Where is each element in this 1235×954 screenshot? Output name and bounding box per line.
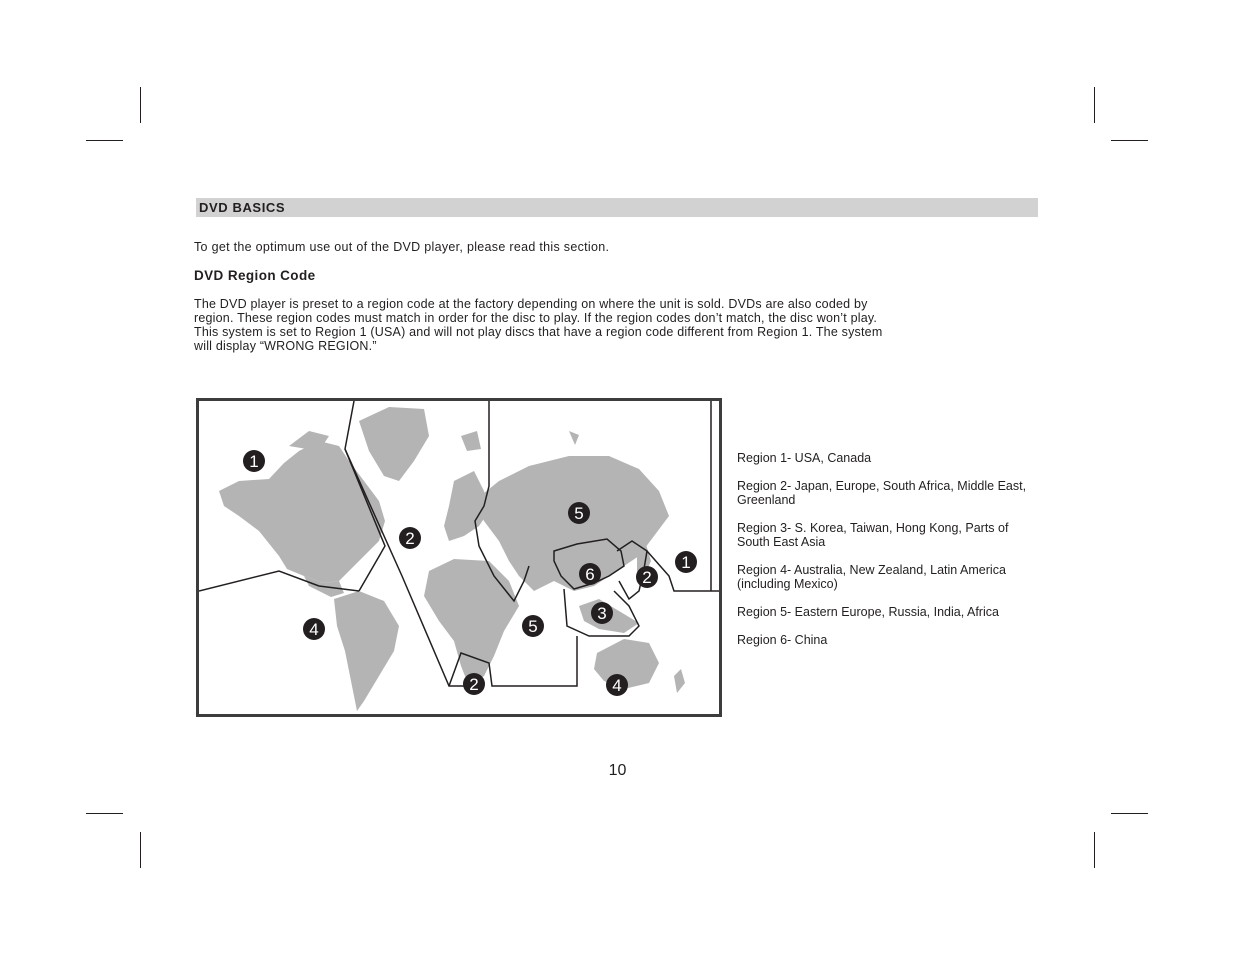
region-badge-5 [522, 615, 544, 637]
crop-mark-bottom-left-vertical [140, 832, 141, 868]
region-code-paragraph [194, 297, 934, 353]
legend-line: Region 6- China [737, 633, 828, 647]
badge-label: 1 [249, 452, 259, 471]
legend-item-region-4 [737, 563, 1037, 591]
world-map-graphic [199, 401, 719, 714]
region-code-heading: DVD Region Code [194, 268, 316, 283]
legend-line: Region 2- Japan, Europe, South Africa, Middle East, [737, 479, 1027, 493]
legend-line: Region 1- USA, Canada [737, 451, 872, 465]
region-map [196, 398, 722, 717]
section-header-bar [196, 198, 1038, 217]
continents [219, 407, 685, 711]
badge-label: 1 [681, 553, 691, 572]
region-badge-4 [303, 618, 325, 640]
legend-item-region-3 [737, 521, 1037, 549]
paragraph-line: This system is set to Region 1 (USA) and will not play discs that have a region code different from Region 1. The system [194, 325, 883, 339]
landmass-greenland [359, 407, 429, 481]
region-badge-1 [675, 551, 697, 573]
badge-label: 6 [585, 565, 595, 584]
badge-label: 3 [597, 604, 607, 623]
section-title: DVD BASICS [199, 200, 286, 215]
badge-label: 2 [469, 675, 479, 694]
badge-label: 4 [309, 620, 319, 639]
region-badge-5 [568, 502, 590, 524]
region-badge-4 [606, 674, 628, 696]
crop-mark-bottom-left-horizontal [86, 813, 123, 814]
legend-item-region-2 [737, 479, 1037, 507]
crop-mark-top-left-horizontal [86, 140, 123, 141]
region-badge-2 [636, 566, 658, 588]
page-number: 10 [608, 762, 627, 779]
region-badge-2 [399, 527, 421, 549]
region-badge-3 [591, 602, 613, 624]
crop-mark-bottom-right-horizontal [1111, 813, 1148, 814]
landmass-south-america [334, 591, 399, 711]
legend-line: Greenland [737, 493, 796, 507]
legend-line: Region 5- Eastern Europe, Russia, India, Africa [737, 605, 999, 619]
region-badge-6 [579, 563, 601, 585]
paragraph-line: will display “WRONG REGION.” [194, 339, 377, 353]
crop-mark-top-right-vertical [1094, 87, 1095, 123]
legend-item-region-6 [737, 633, 1037, 647]
legend-line: (including Mexico) [737, 577, 838, 591]
badge-label: 4 [612, 676, 622, 695]
legend-item-region-5 [737, 605, 1037, 619]
crop-mark-bottom-right-vertical [1094, 832, 1095, 868]
legend-line: Region 3- S. Korea, Taiwan, Hong Kong, Parts of [737, 521, 1009, 535]
badge-label: 2 [405, 529, 415, 548]
legend-line: Region 4- Australia, New Zealand, Latin America [737, 563, 1006, 577]
crop-mark-top-right-horizontal [1111, 140, 1148, 141]
crop-mark-top-left-vertical [140, 87, 141, 123]
region-legend [737, 451, 1037, 647]
badge-label: 5 [574, 504, 584, 523]
badge-label: 5 [528, 617, 538, 636]
landmass-new-zealand [674, 669, 685, 693]
legend-item-region-1 [737, 451, 1037, 465]
landmass-africa [424, 559, 519, 686]
region-badge-1 [243, 450, 265, 472]
region-badge-2 [463, 673, 485, 695]
legend-line: South East Asia [737, 535, 826, 549]
paragraph-line: region. These region codes must match in order for the disc to play. If the region codes don’t match, the disc won’t play. [194, 311, 878, 325]
paragraph-line: The DVD player is preset to a region code at the factory depending on where the unit is sold. DVDs are also coded by [194, 297, 868, 311]
intro-text: To get the optimum use out of the DVD player, please read this section. [194, 240, 610, 254]
badge-label: 2 [642, 568, 652, 587]
